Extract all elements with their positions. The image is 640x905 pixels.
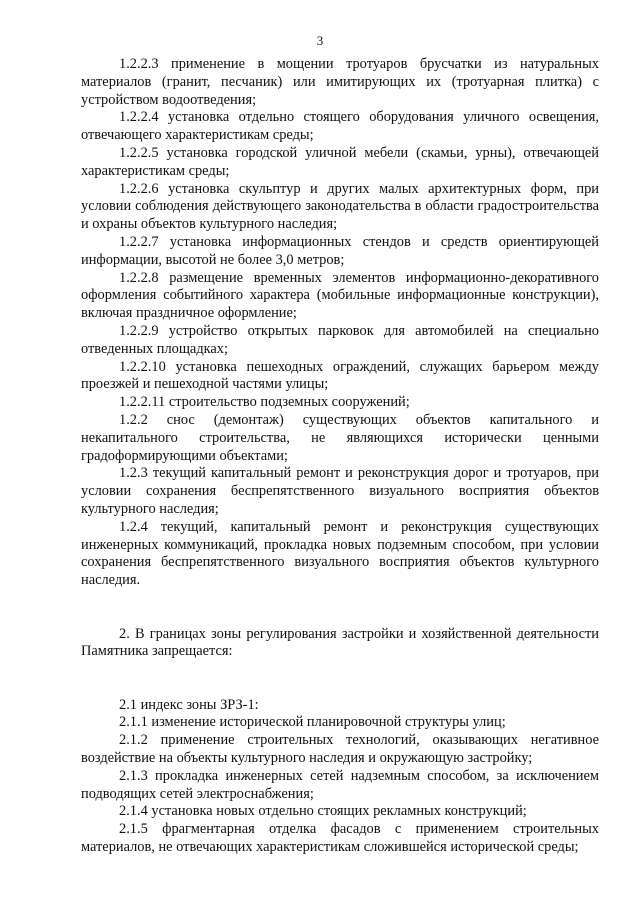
- paragraph-1-2-2-4: 1.2.2.4 установка отдельно стоящего оборудования уличного освещения, отвечающего характеристикам среды;: [81, 109, 599, 144]
- blank-line: [81, 661, 599, 679]
- paragraph-1-2-2-6: 1.2.2.6 установка скульптур и других малых архитектурных форм, при условии соблюдения действующего законодательства в области градостроительства и охраны объектов культурного наследия;: [81, 180, 599, 233]
- paragraph-2-1: 2.1 индекс зоны ЗРЗ-1:: [119, 696, 259, 713]
- page-number: 3: [316, 33, 324, 48]
- paragraph-2-1-4: 2.1.4 установка новых отдельно стоящих рекламных конструкций;: [119, 803, 527, 820]
- blank-line: [81, 679, 599, 697]
- paragraph-1-2-2-11: 1.2.2.11 строительство подземных сооружений;: [119, 394, 410, 411]
- paragraph-1-2-2-3: 1.2.2.3 применение в мощении тротуаров брусчатки из натуральных материалов (гранит, песчаник) или имитирующих их (тротуарная плитка) с устройством водоотведения;: [81, 56, 599, 108]
- paragraph-1-2-3: 1.2.3 текущий капитальный ремонт и реконструкция дорог и тротуаров, при условии сохранения беспрепятственного визуального восприятия объектов культурного наследия;: [81, 465, 599, 517]
- blank-line: [81, 590, 599, 608]
- paragraph-2-1-3: 2.1.3 прокладка инженерных сетей надземным способом, за исключением подводящих сетей электроснабжения;: [81, 767, 599, 802]
- paragraph-2-1-2: 2.1.2 применение строительных технологий, оказывающих негативное воздействие на объекты культурного наследия и окружающую застройку;: [81, 732, 599, 767]
- section-2-heading: 2. В границах зоны регулирования застройки и хозяйственной деятельности Памятника запрещается:: [81, 625, 599, 660]
- paragraph-1-2-2-7: 1.2.2.7 установка информационных стендов и средств ориентирующей информации, высотой не более 3,0 метров;: [81, 233, 599, 268]
- paragraph-1-2-2-10: 1.2.2.10 установка пешеходных ограждений, служащих барьером между проезжей и пешеходной частями улицы;: [81, 358, 599, 393]
- paragraph-1-2-2-8: 1.2.2.8 размещение временных элементов информационно-декоративного оформления событийного характера (мобильные информационные конструкции), включая праздничное оформление;: [81, 269, 599, 322]
- paragraph-1-2-4: 1.2.4 текущий, капитальный ремонт и реконструкция существующих инженерных коммуникаций, прокладка новых подземным способом, при условии сохранения беспрепятственного визуального восприятия объектов культурного наследия.: [81, 518, 599, 589]
- document-body: [81, 56, 599, 857]
- blank-line: [81, 608, 599, 626]
- paragraph-1-2-2: 1.2.2 снос (демонтаж) существующих объектов капитального и некапитального строительства, не являющихся исторически ценными градоформирующими объектами;: [81, 411, 599, 464]
- paragraph-1-2-2-5: 1.2.2.5 установка городской уличной мебели (скамьи, урны), отвечающей характеристикам среды;: [81, 144, 599, 179]
- paragraph-1-2-2-9: 1.2.2.9 устройство открытых парковок для автомобилей на специально отведенных площадках;: [81, 322, 599, 357]
- paragraph-2-1-1: 2.1.1 изменение исторической планировочной структуры улиц;: [119, 714, 506, 731]
- paragraph-2-1-5: 2.1.5 фрагментарная отделка фасадов с применением строительных материалов, не отвечающих характеристикам сложившейся исторической среды;: [81, 821, 599, 856]
